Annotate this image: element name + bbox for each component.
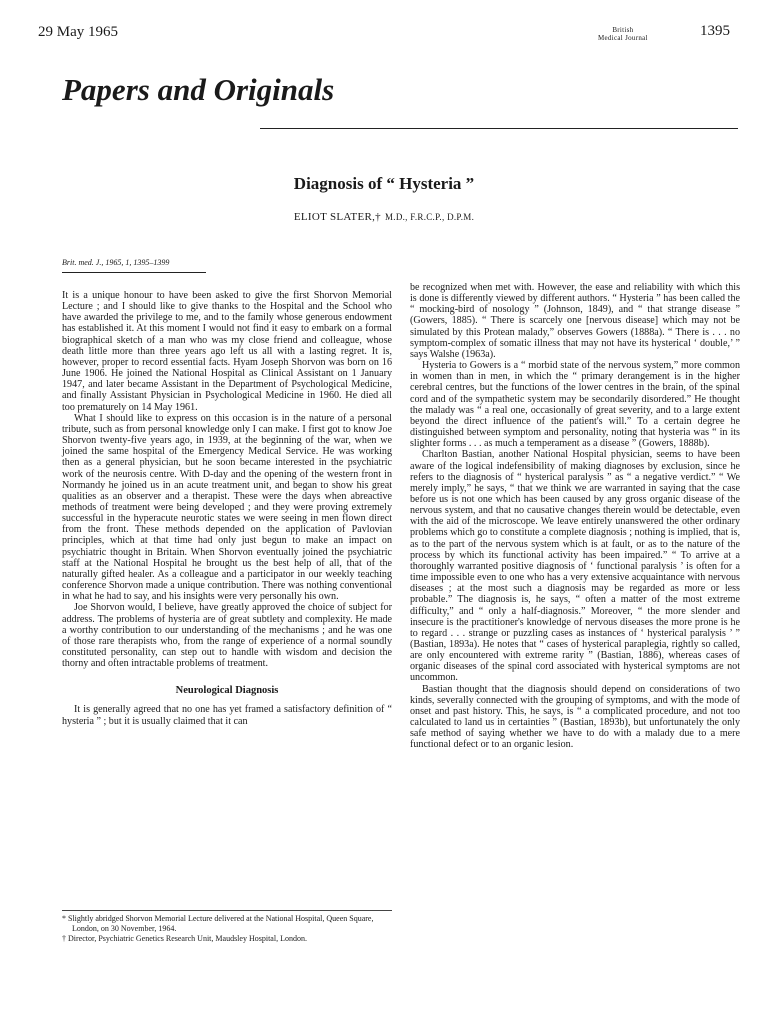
footnote: † Director, Psychiatric Genetics Research Unit, Maudsley Hospital, London. <box>62 934 307 943</box>
left-column <box>62 290 392 727</box>
footnotes <box>62 910 392 944</box>
citation: Brit. med. J., 1965, 1, 1395–1399 <box>62 258 170 267</box>
journal-line-2: Medical Journal <box>598 34 648 42</box>
header-rule <box>260 128 738 129</box>
paragraph: It is a unique honour to have been asked to give the first Shorvon Memorial Lecture ; and I should like to give thanks to the Hospital and the School who have awarded the privilege to me, and to the family whose generous endowment has established it. At this moment I would not find it easy to embark on a formal biographical sketch of a man who was my close friend and colleague, whose death little more than three years ago left us all with a lasting regret. It is, however, proper to record essential facts. Hyam Joseph Shorvon was born on 16 June 1906. He joined the National Hospital as Clinical Assistant on 1 January 1947, and later became Assistant in the Department of Psychological Medicine, and finally Assistant Physician in Psychological Medicine in 1960. He died all too prematurely on 14 May 1961. <box>62 290 392 413</box>
paragraph: What I should like to express on this occasion is in the nature of a personal tribute, such as from personal knowledge only I can make. I first got to know Joe Shorvon twenty-five years ago, in 1939, at the beginning of the war, when we joined the same hospital of the Emergency Medical Service. He was working then as a general physician, but he soon became interested in the psychiatric work of the neurosis centre. With D-day and the opening of the western front in Normandy he joined us in an acute treatment unit, and began to show his great qualities as an observer and a therapist. These were the days when abreactive methods of treatment were being developed ; and they were proving extremely successful in the hyperacute neurotic states we were seeing in men flown direct from the front. These methods depended on the application of Pavlovian principles, which at that time had only just begun to make an impact on psychiatric thought in Britain. When Shorvon eventually joined the psychiatric staff at the National Hospital he brought us the best help of all, that of the naturally gifted healer. As a colleague and a participator in our weekly teaching conference Shorvon made a unique contribution. There was nothing conventional in what he had to say, and his insights were very personally his own. <box>62 412 392 603</box>
paragraph: Charlton Bastian, another National Hospital physician, seems to have been aware of the logical indefensibility of making diagnoses by exclusion, since he refers to the diagnosis of “ hysterical paralysis ” as “ a negative verdict.” “ We merely imply,” he says, “ that we think we are warranted in saying that the case before us is not one which has been caused by any gross organic disease of the nervous system, and that no causative changes therein would be detectable, even with the aid of the microscope. We leave entirely unanswered the other ordinary problems which go to constitute a complete diagnosis ; nothing is implied, that is, as to the part of the nervous system which is at fault, or as to the nature of the process by which its functional activity has been impaired.” “ To arrive at a thoroughly warranted positive diagnosis of ‘ functional paralysis ’ is often for a time impossible even to one who has a very extensive acquaintance with nervous diseases ; at the most such a diagnosis may be regarded as more or less probable.” The diagnosis is, he says, “ often a matter of the most extreme difficulty,” and “ only a half-diagnosis.” Moreover, “ the more slender and insecure is the practitioner's knowledge of nervous diseases the more prone is he to regard . . . strange or puzzling cases as instances of ‘ hysterical paralysis ’ ” (Bastian, 1893a). He notes that “ cases of hysterical paraplegia, rightly so called, are only encountered with extreme rarity ” (Bastian, 1886), whereas cases of organic diseases of the spinal cord associated with hysterical symptoms are not uncommon. <box>410 449 740 684</box>
subheading: Neurological Diagnosis <box>175 685 279 697</box>
paragraph: It is generally agreed that no one has yet framed a satisfactory definition of “ hysteria ” ; but it is usually claimed that it can <box>62 704 392 727</box>
paragraph: Bastian thought that the diagnosis should depend on considerations of two kinds, severally connected with the grouping of symptoms, and with the mode of onset and past history. This, he says, is “ a complicated procedure, and not too calculated to land us in certainties ” (Bastian, 1893b), but unfortunately the only safe method of saying whether we have to do with a malady due to a mere functional defect or to an organic lesion. <box>410 683 740 751</box>
author-line <box>0 211 768 223</box>
section-title: Papers and Originals <box>62 72 335 107</box>
footnote: * Slightly abridged Shorvon Memorial Lecture delivered at the National Hospital, Queen Square, London, on 30 November, 1964. <box>62 914 374 933</box>
right-column <box>410 282 740 751</box>
paragraph: be recognized when met with. However, the ease and reliability with which this is done is differently viewed by different authors. “ Hysteria ” has been called the “ mocking-bird of nosology ” (Johnson, 1849), and “ that strange disease ” (Gowers, 1885). “ There is scarcely one [nervous disease] which may not be simulated by this Protean malady,” observes Gowers (1888a). “ There is . . . no symptom-complex of somatic illness that may not have its hysterical ‘ double,’ ” says Walshe (1963a). <box>410 282 740 360</box>
author-qualifications: M.D., F.R.C.P., D.P.M. <box>384 212 475 222</box>
journal-name <box>598 26 648 42</box>
page-number: 1395 <box>700 23 730 39</box>
journal-line-1: British <box>612 26 634 34</box>
paragraph: Joe Shorvon would, I believe, have greatly approved the choice of subject for address. The problems of hysteria are of great subtlety and complexity. He made a worthy contribution to our understanding of the mechanisms ; and he was one of those rare therapists who, from the range of experience of a normal soundly constituted personality, can step out to handle with wisdom and decision the thorny and often intractable problems of treatment. <box>62 602 392 670</box>
author-name: ELIOT SLATER,† <box>293 211 381 223</box>
header-date: 29 May 1965 <box>38 24 118 40</box>
citation-rule <box>62 272 206 273</box>
paragraph: Hysteria to Gowers is a “ morbid state of the nervous system,” more common in women than in men, in which the “ primary derangement is in the higher cerebral centres, but the functions of the lower centres in the brain, of the spinal cord and of the sympathetic system may be secondarily disordered.” He thought the malady was “ a real one, occasionally of great severity, and to a large extent beyond the direct influence of the patient's will.” To a certain degree he distinguished between symptom and personality, noting that hysteria was “ in its slighter forms . . . as much a temperament as a disease ” (Gowers, 1888b). <box>410 360 740 450</box>
article-title: Diagnosis of “ Hysteria ” <box>293 174 475 193</box>
